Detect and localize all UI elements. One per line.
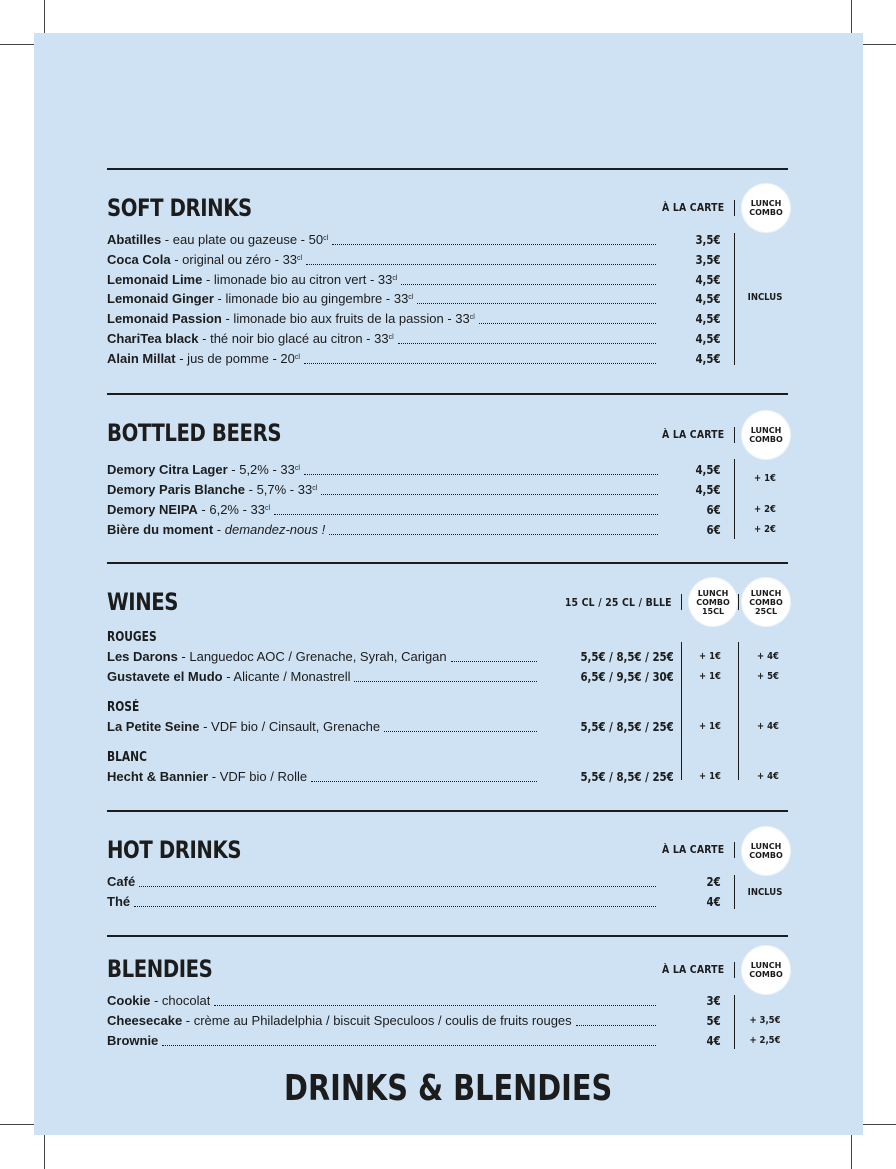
- dot-leader: [274, 514, 658, 515]
- item-description: - chocolat: [150, 993, 211, 1008]
- menu-item-text: [107, 520, 325, 540]
- combo-included: INCLUS: [747, 887, 783, 898]
- item-price: 4,5€: [695, 272, 721, 287]
- combo-column-line: [734, 875, 735, 909]
- section-title: BOTTLED BEERS: [107, 419, 282, 447]
- menu-item-text: [107, 667, 350, 687]
- menu-item-row: [107, 500, 788, 520]
- dot-leader: [451, 661, 537, 662]
- section-wines: [107, 562, 788, 792]
- item-price: 5,5€ / 8,5€ / 25€: [580, 650, 674, 664]
- combo-column-line: [734, 459, 735, 539]
- menu-item-row: [107, 250, 788, 270]
- menu-item-text: [107, 460, 300, 480]
- crop-mark: [862, 1124, 896, 1125]
- item-name: Demory NEIPA: [107, 502, 198, 517]
- menu-item-row: [107, 289, 788, 309]
- item-price: 3,5€: [695, 233, 721, 247]
- header-separator: [681, 594, 682, 610]
- crop-mark: [44, 1135, 45, 1169]
- menu-item-text: [107, 892, 130, 912]
- item-combo-price: + 1€: [699, 721, 721, 732]
- section-blendies: [107, 935, 788, 1055]
- menu-item-text: [107, 480, 317, 500]
- menu-item-row: [107, 991, 788, 1011]
- menu-item-row: [107, 230, 788, 250]
- header-separator: [734, 962, 735, 978]
- dot-leader: [332, 244, 656, 245]
- lunch-combo-25cl-badge: LUNCH COMBO 25CL: [744, 580, 788, 624]
- item-description: - crème au Philadelphia / biscuit Speculoos / coulis de fruits rouges: [182, 1013, 572, 1028]
- dot-leader: [134, 906, 656, 907]
- item-description: - limonade bio aux fruits de la passion - 33: [221, 311, 470, 327]
- menu-item-text: [107, 991, 210, 1011]
- section-divider: [107, 562, 788, 564]
- item-name: Cheesecake: [107, 1013, 183, 1028]
- item-description: - limonade bio au gingembre - 33: [213, 291, 409, 307]
- item-name: Les Darons: [107, 649, 178, 664]
- menu-item-text: [107, 230, 328, 250]
- combo-included: INCLUS: [747, 292, 783, 303]
- section-divider: [107, 935, 788, 937]
- menu-item-row: [107, 1031, 788, 1051]
- header-separator: [734, 842, 735, 858]
- dot-leader: [311, 781, 537, 782]
- item-name: Demory Citra Lager: [107, 462, 228, 477]
- section-hot-drinks: [107, 810, 788, 920]
- item-unit: cl: [294, 465, 300, 472]
- item-price: 4,5€: [695, 332, 721, 346]
- column-label-a-la-carte: À LA CARTE: [661, 963, 724, 976]
- lunch-combo-badge: LUNCH COMBO: [744, 186, 788, 230]
- item-unit: cl: [297, 254, 303, 262]
- dot-leader: [576, 1025, 656, 1026]
- section-title: BLENDIES: [107, 955, 213, 983]
- item-name: Lemonaid Lime: [107, 271, 203, 287]
- item-name: Coca Cola: [107, 251, 171, 267]
- crop-mark: [0, 1124, 34, 1125]
- crop-mark: [0, 44, 34, 45]
- item-price: 5,5€ / 8,5€ / 25€: [580, 770, 674, 784]
- item-unit: cl: [408, 294, 414, 302]
- menu-item-row: [107, 309, 788, 329]
- item-name: Cookie: [107, 993, 151, 1008]
- combo-column-line: [734, 995, 735, 1049]
- menu-item-row: [107, 349, 788, 369]
- item-description: - 5,7% - 33: [245, 482, 313, 497]
- wine-group-label: ROUGES: [107, 630, 157, 645]
- dot-leader: [354, 681, 537, 682]
- section-divider: [107, 168, 788, 170]
- menu-item-row: [107, 1011, 788, 1031]
- item-price: 4,5€: [695, 312, 721, 327]
- menu-item-text: [107, 289, 413, 309]
- crop-mark: [851, 1135, 852, 1169]
- menu-item-text: [107, 1011, 572, 1031]
- item-name: Lemonaid Passion: [107, 311, 222, 327]
- dot-leader: [306, 264, 656, 265]
- menu-item-text: [107, 250, 302, 270]
- item-combo-price: + 1€: [699, 771, 721, 782]
- menu-item-text: [107, 872, 135, 892]
- menu-item-row: [107, 520, 788, 540]
- section-bottled-beers: [107, 393, 788, 543]
- header-separator: [734, 200, 735, 216]
- header-separator: [734, 427, 735, 443]
- menu-item-row: [107, 270, 788, 290]
- item-price: 4,5€: [695, 483, 721, 497]
- item-price: 4,5€: [695, 351, 721, 366]
- item-price: 5€: [706, 1014, 721, 1028]
- item-price: 4,5€: [695, 463, 721, 477]
- menu-item-row: [107, 329, 788, 349]
- item-price: 6€: [706, 523, 721, 537]
- item-combo-price: + 4€: [757, 721, 779, 732]
- menu-item-text: [107, 349, 300, 369]
- item-unit: cl: [265, 505, 271, 512]
- item-description: - jus de pomme - 20: [175, 350, 295, 366]
- item-unit: cl: [294, 353, 300, 361]
- menu-item-text: [107, 647, 447, 667]
- dot-leader: [401, 284, 656, 285]
- section-soft-drinks: [107, 168, 788, 368]
- menu-item-text: [107, 767, 307, 787]
- crop-mark: [44, 0, 45, 33]
- dot-leader: [139, 886, 656, 887]
- menu-item-text: [107, 270, 397, 290]
- item-price: 4,5€: [695, 292, 721, 307]
- header-separator: [738, 594, 739, 610]
- item-description: - 6,2% - 33: [197, 502, 265, 517]
- item-unit: cl: [323, 235, 329, 242]
- section-divider: [107, 810, 788, 812]
- combo-shared-price: + 1€: [754, 473, 776, 484]
- menu-item-row: [107, 667, 788, 687]
- item-combo-price: + 2€: [754, 524, 776, 535]
- item-price: 6,5€ / 9,5€ / 30€: [580, 670, 674, 684]
- crop-mark: [851, 0, 852, 33]
- dot-leader: [329, 534, 658, 535]
- column-label-a-la-carte: À LA CARTE: [661, 843, 724, 856]
- crop-mark: [862, 44, 896, 45]
- item-description: - limonade bio au citron vert - 33: [202, 271, 393, 287]
- combo-25cl-column-line: [738, 642, 739, 780]
- item-combo-price: + 4€: [757, 651, 779, 662]
- page-footer-title: DRINKS & BLENDIES: [283, 1068, 613, 1109]
- item-combo-price: + 1€: [699, 651, 721, 662]
- item-name: Brownie: [107, 1033, 159, 1048]
- item-unit: cl: [388, 334, 394, 341]
- item-price: 5,5€ / 8,5€ / 25€: [580, 720, 674, 734]
- wine-group-label: BLANC: [107, 750, 147, 765]
- item-combo-price: + 2€: [754, 504, 776, 515]
- item-price: 2€: [706, 875, 721, 889]
- item-combo-price: + 2,5€: [749, 1035, 781, 1046]
- item-name: Abatilles: [107, 232, 162, 247]
- section-divider: [107, 393, 788, 395]
- column-label-volumes: 15 CL / 25 CL / BLLE: [565, 596, 672, 609]
- section-title: SOFT DRINKS: [107, 194, 252, 222]
- combo-column-line: [734, 233, 735, 365]
- dot-leader: [304, 474, 658, 475]
- item-description: - 5,2% - 33: [227, 462, 295, 477]
- lunch-combo-badge: LUNCH COMBO: [744, 948, 788, 992]
- menu-item-row: [107, 647, 788, 667]
- item-combo-price: + 5€: [757, 671, 779, 682]
- item-name: Gustavete el Mudo: [107, 669, 223, 684]
- item-name: Hecht & Bannier: [107, 769, 209, 784]
- section-title: HOT DRINKS: [107, 836, 242, 864]
- menu-item-row: [107, 767, 788, 787]
- item-name: La Petite Seine: [107, 719, 200, 734]
- item-price: 4€: [706, 895, 721, 909]
- section-title: WINES: [107, 588, 179, 616]
- menu-item-text: [107, 500, 270, 520]
- item-name: Alain Millat: [107, 350, 176, 366]
- dot-leader: [321, 494, 658, 495]
- lunch-combo-badge: LUNCH COMBO: [744, 413, 788, 457]
- item-combo-price: + 3,5€: [749, 1015, 781, 1026]
- item-price: 4€: [706, 1034, 721, 1048]
- item-combo-price: + 4€: [757, 771, 779, 782]
- column-label-a-la-carte: À LA CARTE: [661, 428, 724, 441]
- item-price: 3,5€: [695, 252, 721, 267]
- dot-leader: [162, 1045, 656, 1046]
- item-description: - Languedoc AOC / Grenache, Syrah, Carigan: [177, 649, 447, 664]
- item-price: 6€: [706, 503, 721, 517]
- menu-item-text: [107, 309, 475, 329]
- dot-leader: [479, 323, 656, 324]
- item-description-italic: demandez-nous !: [224, 522, 326, 537]
- dot-leader: [214, 1005, 656, 1006]
- item-combo-price: + 1€: [699, 671, 721, 682]
- item-name: ChariTea black: [107, 331, 199, 346]
- menu-item-row: [107, 717, 788, 737]
- lunch-combo-badge: LUNCH COMBO: [744, 829, 788, 873]
- item-name: Demory Paris Blanche: [107, 482, 246, 497]
- item-name: Bière du moment: [107, 522, 214, 537]
- menu-item-text: [107, 329, 394, 349]
- dot-leader: [384, 731, 537, 732]
- menu-item-row: [107, 872, 788, 892]
- menu-item-row: [107, 480, 788, 500]
- item-unit: cl: [392, 274, 398, 282]
- item-description: - original ou zéro - 33: [170, 251, 298, 267]
- wine-group-label: ROSÉ: [107, 700, 140, 715]
- menu-item-row: [107, 892, 788, 912]
- item-description: -: [213, 522, 225, 537]
- menu-item-text: [107, 1031, 158, 1051]
- dot-leader: [417, 303, 656, 304]
- lunch-combo-15cl-badge: LUNCH COMBO 15CL: [691, 580, 735, 624]
- column-label-a-la-carte: À LA CARTE: [661, 201, 724, 214]
- dot-leader: [398, 343, 656, 344]
- menu-item-text: [107, 717, 380, 737]
- item-price: 3€: [706, 994, 721, 1008]
- menu-item-row: [107, 460, 788, 480]
- item-description: - eau plate ou gazeuse - 50: [161, 232, 324, 247]
- item-unit: cl: [469, 314, 475, 322]
- item-description: - VDF bio / Rolle: [208, 769, 308, 784]
- item-description: - VDF bio / Cinsault, Grenache: [199, 719, 381, 734]
- combo-15cl-column-line: [681, 642, 682, 780]
- item-name: Café: [107, 874, 136, 889]
- item-unit: cl: [312, 485, 318, 492]
- item-name: Thé: [107, 894, 131, 909]
- item-description: - thé noir bio glacé au citron - 33: [198, 331, 389, 346]
- item-name: Lemonaid Ginger: [107, 291, 214, 307]
- dot-leader: [304, 363, 656, 364]
- item-description: - Alicante / Monastrell: [222, 669, 351, 684]
